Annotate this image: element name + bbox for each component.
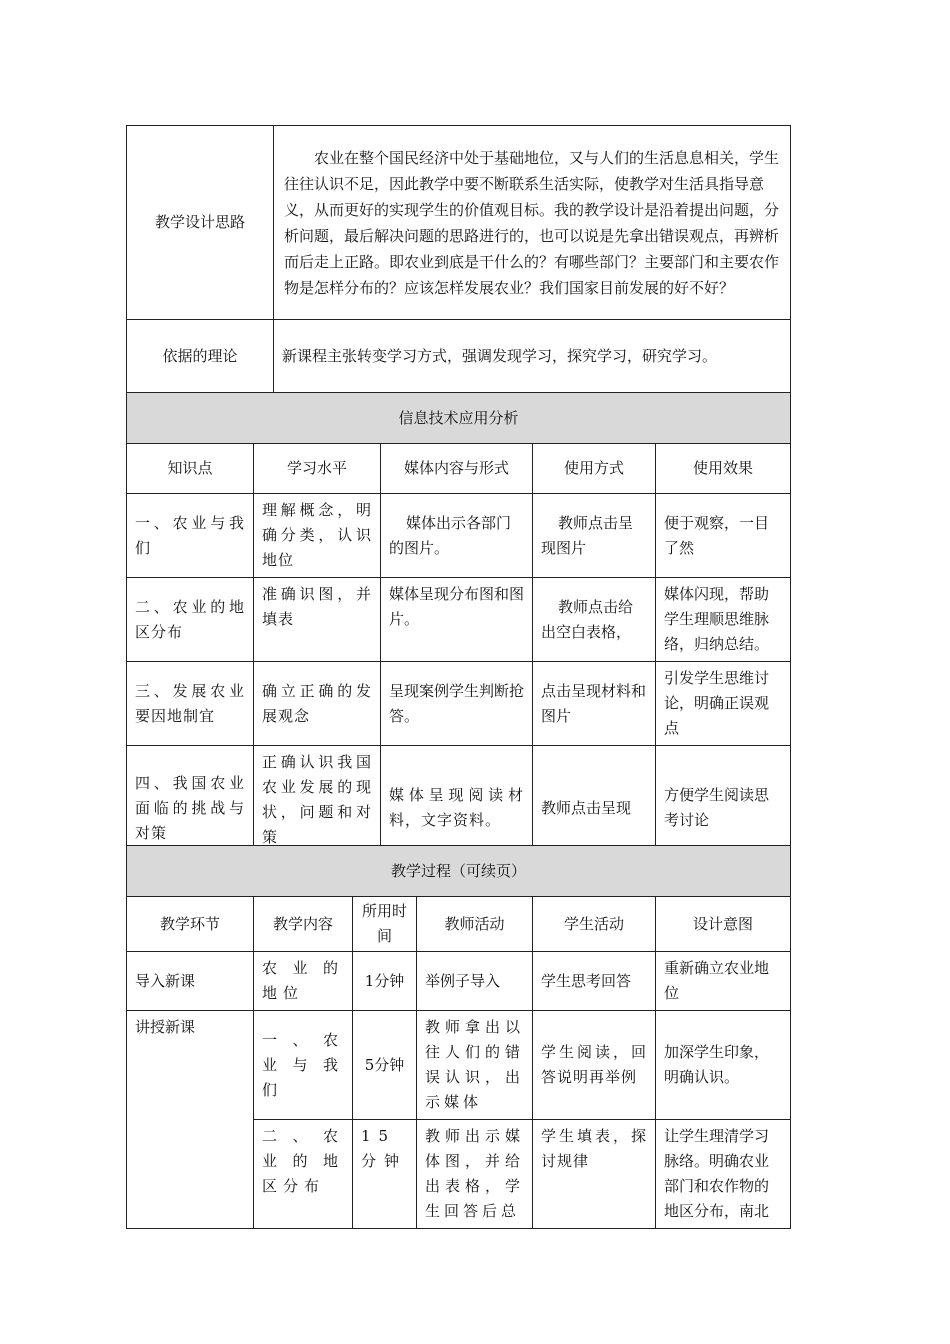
table-cell: 一、农业与我们 [127,494,254,578]
table-cell: 讲授新课 [127,1011,254,1120]
table-cell: 举例子导入 [417,952,533,1011]
table-row [127,578,791,662]
table-cell [127,1120,254,1229]
table-cell: 让学生理清学习脉络。明确农业部门和农作物的地区分布，南北 [656,1120,791,1229]
table-cell: 1分钟 [353,952,417,1011]
table-row [127,1011,791,1120]
table-cell: 学生填表，探讨规律 [533,1120,656,1229]
column-header: 使用效果 [656,444,791,494]
design-label: 教学设计思路 [127,126,274,320]
table-cell: 教师点击呈现 [533,746,656,871]
table-cell: 二、农业的地区分布 [254,1120,353,1229]
table-cell: 一、农业与我们 [254,1011,353,1120]
design-row [127,126,791,320]
process-table [126,845,791,1229]
table-cell: 媒体闪现，帮助学生理顺思维脉络，归纳总结。 [656,578,791,662]
table-cell: 加深学生印象，明确认识。 [656,1011,791,1120]
column-header: 学生活动 [533,897,656,952]
it-header-row [127,444,791,494]
table-cell: 准确识图，并填表 [254,578,381,662]
column-header: 使用方式 [533,444,656,494]
table-cell: 二、农业的地区分布 [127,578,254,662]
column-header: 知识点 [127,444,254,494]
table-cell: 正确认识我国农业发展的现状，问题和对策 [254,746,381,871]
table-cell: 四、我国农业面临的挑战与对策 [127,746,254,871]
process-title-row [127,846,791,897]
theory-text: 新课程主张转变学习方式，强调发现学习，探究学习，研究学习。 [274,320,791,393]
table-cell: 学生阅读，回答说明再举例 [533,1011,656,1120]
table-cell: 媒体呈现阅读材料，文字资料。 [381,746,533,871]
design-table [126,125,791,393]
table-cell: 导入新课 [127,952,254,1011]
column-header: 设计意图 [656,897,791,952]
table-cell: 方便学生阅读思考讨论 [656,746,791,871]
column-header: 教师活动 [417,897,533,952]
table-cell: 教师出示媒体图，并给出表格，学生回答后总 [417,1120,533,1229]
it-analysis-title: 信息技术应用分析 [127,393,791,444]
table-cell: 媒体呈现分布图和图片。 [381,578,533,662]
table-cell: 理解概念，明确分类，认识地位 [254,494,381,578]
table-cell: 教师点击呈现图片 [533,494,656,578]
table-cell: 5分钟 [353,1011,417,1120]
table-cell: 重新确立农业地位 [656,952,791,1011]
table-cell: 学生思考回答 [533,952,656,1011]
column-header: 媒体内容与形式 [381,444,533,494]
process-title: 教学过程（可续页） [127,846,791,897]
design-text: 农业在整个国民经济中处于基础地位，又与人们的生活息息相关，学生往往认识不足，因此教学中要不断联系生活实际，使教学对生活具指导意义，从而更好的实现学生的价值观目标。我的教学设计是沿着提出问题，分析问题，最后解决问题的思路进行的，也可以说是先拿出错误观点，再辨析而后走上正路。即农业到底是干什么的？有哪些部门？主要部门和主要农作物是怎样分布的？应该怎样发展农业？我们国家目前发展的好不好？ [274,126,791,320]
process-header-row [127,897,791,952]
table-cell: 三、发展农业要因地制宜 [127,662,254,746]
theory-label: 依据的理论 [127,320,274,393]
table-cell: 媒体出示各部门的图片。 [381,494,533,578]
table-cell: 引发学生思维讨论，明确正误观点 [656,662,791,746]
column-header: 学习水平 [254,444,381,494]
column-header: 所用时间 [353,897,417,952]
table-cell: 便于观察，一目了然 [656,494,791,578]
it-analysis-title-row [127,393,791,444]
table-cell: 呈现案例学生判断抢答。 [381,662,533,746]
table-cell: 农业的地位 [254,952,353,1011]
column-header: 教学内容 [254,897,353,952]
it-analysis-table [126,392,791,871]
table-cell: 教师点击给出空白表格， [533,578,656,662]
table-row [127,662,791,746]
table-cell: 15分钟 [353,1120,417,1229]
theory-row [127,320,791,393]
table-cell: 教师拿出以往人们的错误认识，出示媒体 [417,1011,533,1120]
table-cell: 点击呈现材料和图片 [533,662,656,746]
table-row [127,494,791,578]
table-row [127,1120,791,1229]
table-row [127,952,791,1011]
table-cell: 确立正确的发展观念 [254,662,381,746]
column-header: 教学环节 [127,897,254,952]
